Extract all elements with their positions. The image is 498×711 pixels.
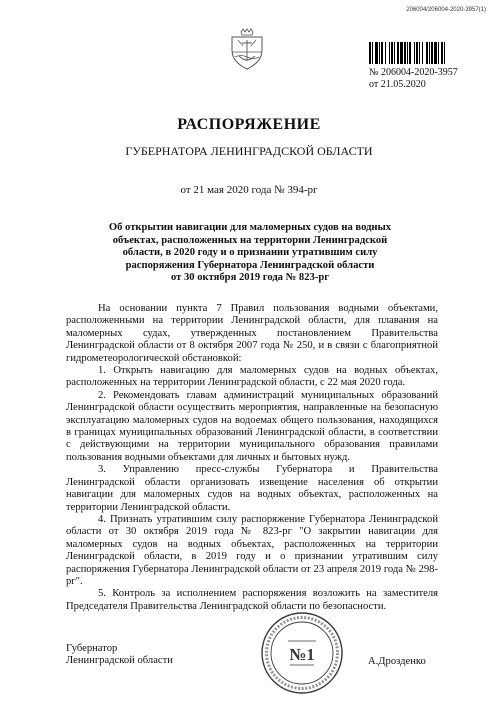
official-stamp <box>260 611 344 695</box>
heading-line: объектах, расположенных на территории Ленинградской <box>112 234 388 246</box>
heading-line: распоряжения Губернатора Ленинградской области <box>125 259 375 271</box>
heading-line: от 30 октября 2019 года № 823-рг <box>170 272 330 284</box>
paragraph-item-3: 3. Управлению пресс-службы Губернатора и Правительства Ленинградской области организовать извещение населения об открытии навигации для маломерных судов на водных объектах, расположенных на территории Ленинградской области. <box>66 464 438 513</box>
signatory-position <box>66 643 173 668</box>
paragraph-item-5: 5. Контроль за исполнением распоряжения возложить на заместителя Председателя Правительства Ленинградской области по безопасности. <box>66 588 438 612</box>
heading-line: области, в 2020 году и о признании утратившим силу <box>122 247 378 259</box>
document-subtitle: ГУБЕРНАТОРА ЛЕНИНГРАДСКОЙ ОБЛАСТИ <box>125 144 373 158</box>
signatory-position-line1: Губернатор <box>66 643 118 654</box>
coat-of-arms-icon <box>227 28 267 70</box>
registration-date: от 21.05.2020 <box>369 79 426 90</box>
paragraph-item-1: 1. Открыть навигацию для маломерных судов на водных объектах, расположенных на территории Ленинградской области, с 22 мая 2020 года. <box>66 365 438 389</box>
document-title: РАСПОРЯЖЕНИЕ <box>177 116 321 133</box>
registration-number-value: № 206004-2020-3957 <box>369 67 458 78</box>
stamp-number: №1 <box>289 645 315 664</box>
paragraph-item-4: 4. Признать утратившим силу распоряжение Губернатора Ленинградской области от 30 октября 2019 года № 823-рг "О закрытии навигации для маломерных судов на водных объектах, расположенных на территории Ленинградской области, в 2019 году и о признании утратившим силу распоряжения Губернатора Ленинградской области от 23 апреля 2019 года № 298-рг". <box>66 513 438 587</box>
top-reference-number: 206004/206004-2020-3957(1) <box>406 7 486 13</box>
document-heading <box>100 222 400 285</box>
document-body <box>66 303 438 613</box>
heading-line: Об открытии навигации для маломерных судов на водных <box>108 222 392 233</box>
paragraph-item-2: 2. Рекомендовать главам администраций муниципальных образований Ленинградской области осуществить мероприятия, направленные на безопасную эксплуатацию маломерных судов на водоемах общего пользования, находящихся в границах муниципальных образований Ленинградской области, в соответствии с действующими на территории муниципального образования правилами пользования водными объектами для личных и бытовых нужд. <box>66 389 438 463</box>
signatory-position-line2: Ленинградской области <box>66 655 173 667</box>
registration-number <box>369 67 458 91</box>
document-date-number: от 21 мая 2020 года № 394-рг <box>180 184 318 196</box>
signatory-name: А.Дрозденко <box>368 656 426 667</box>
barcode <box>369 42 468 64</box>
paragraph-preamble: На основании пункта 7 Правил пользования водными объектами, расположенными на территории Ленинградской области, для плавания на маломерных судах, утвержденных постановлением Правительства Ленинградской области от 8 октября 2007 года № 250, и в связи с благоприятной гидрометеорологической обстановкой: <box>66 303 438 364</box>
